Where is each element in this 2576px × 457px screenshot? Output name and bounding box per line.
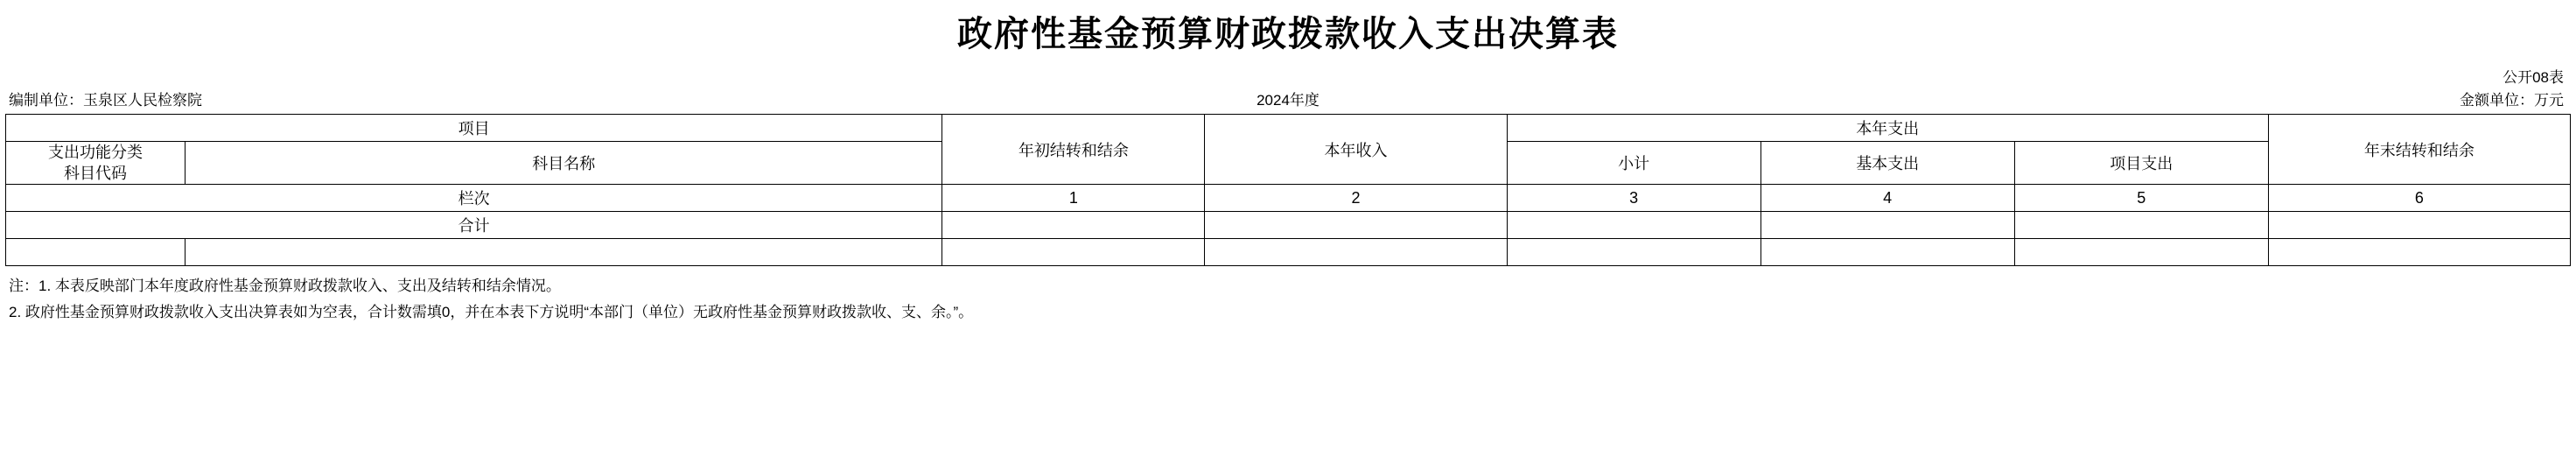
fiscal-year: 2024年度 bbox=[1256, 92, 1320, 109]
column-number-3: 3 bbox=[1507, 185, 1760, 212]
meta-info-row bbox=[0, 89, 2576, 112]
row-total-end-balance bbox=[2268, 212, 2570, 239]
header-subject-name: 科目名称 bbox=[186, 142, 942, 185]
column-number-2: 2 bbox=[1205, 185, 1507, 212]
row-total-begin-balance bbox=[942, 212, 1205, 239]
header-basic-expense: 基本支出 bbox=[1760, 142, 2014, 185]
row-total-basic bbox=[1760, 212, 2014, 239]
row-empty-project bbox=[2014, 239, 2268, 266]
row-empty-code bbox=[6, 239, 186, 266]
compiler-unit: 编制单位：玉泉区人民检察院 bbox=[9, 92, 202, 109]
row-empty-basic bbox=[1760, 239, 2014, 266]
form-number-row bbox=[0, 67, 2576, 89]
page-title: 政府性基金预算财政拨款收入支出决算表 bbox=[957, 14, 1619, 53]
row-empty-name bbox=[186, 239, 942, 266]
column-number-1: 1 bbox=[942, 185, 1205, 212]
row-total-project bbox=[2014, 212, 2268, 239]
note-line-1: 注：1. 本表反映部门本年度政府性基金预算财政拨款收入、支出及结转和结余情况。 bbox=[9, 278, 561, 294]
column-number-4: 4 bbox=[1760, 185, 2014, 212]
column-number-5: 5 bbox=[2014, 185, 2268, 212]
table-header-row-1 bbox=[6, 115, 2571, 142]
budget-table bbox=[5, 114, 2571, 266]
header-project-expense: 项目支出 bbox=[2014, 142, 2268, 185]
row-empty-subtotal bbox=[1507, 239, 1760, 266]
row-empty-begin-balance bbox=[942, 239, 1205, 266]
note-line-2: 2. 政府性基金预算财政拨款收入支出决算表如为空表，合计数需填0，并在本表下方说明“本部门（单位）无政府性基金预算财政拨款收、支、余。”。 bbox=[9, 304, 974, 320]
form-number: 公开08表 bbox=[2502, 69, 2564, 86]
header-project-group: 项目 bbox=[6, 115, 942, 142]
column-number-row bbox=[6, 185, 2571, 212]
column-number-6: 6 bbox=[2268, 185, 2570, 212]
amount-unit: 金额单位：万元 bbox=[2460, 92, 2564, 109]
header-end-balance: 年末结转和结余 bbox=[2268, 115, 2570, 185]
row-empty-year-income bbox=[1205, 239, 1507, 266]
header-begin-balance: 年初结转和结余 bbox=[942, 115, 1205, 185]
row-total-label: 合计 bbox=[6, 212, 942, 239]
table-row bbox=[6, 212, 2571, 239]
row-empty-end-balance bbox=[2268, 239, 2570, 266]
header-subtotal: 小计 bbox=[1507, 142, 1760, 185]
header-code-line2: 科目代码 bbox=[64, 165, 128, 182]
column-number-label: 栏次 bbox=[6, 185, 942, 212]
table-row bbox=[6, 239, 2571, 266]
row-total-subtotal bbox=[1507, 212, 1760, 239]
header-year-income: 本年收入 bbox=[1205, 115, 1507, 185]
row-total-year-income bbox=[1205, 212, 1507, 239]
header-expense-group: 本年支出 bbox=[1507, 115, 2268, 142]
header-code-line1: 支出功能分类 bbox=[48, 144, 144, 161]
table-notes bbox=[9, 273, 2576, 326]
header-code bbox=[6, 142, 186, 185]
